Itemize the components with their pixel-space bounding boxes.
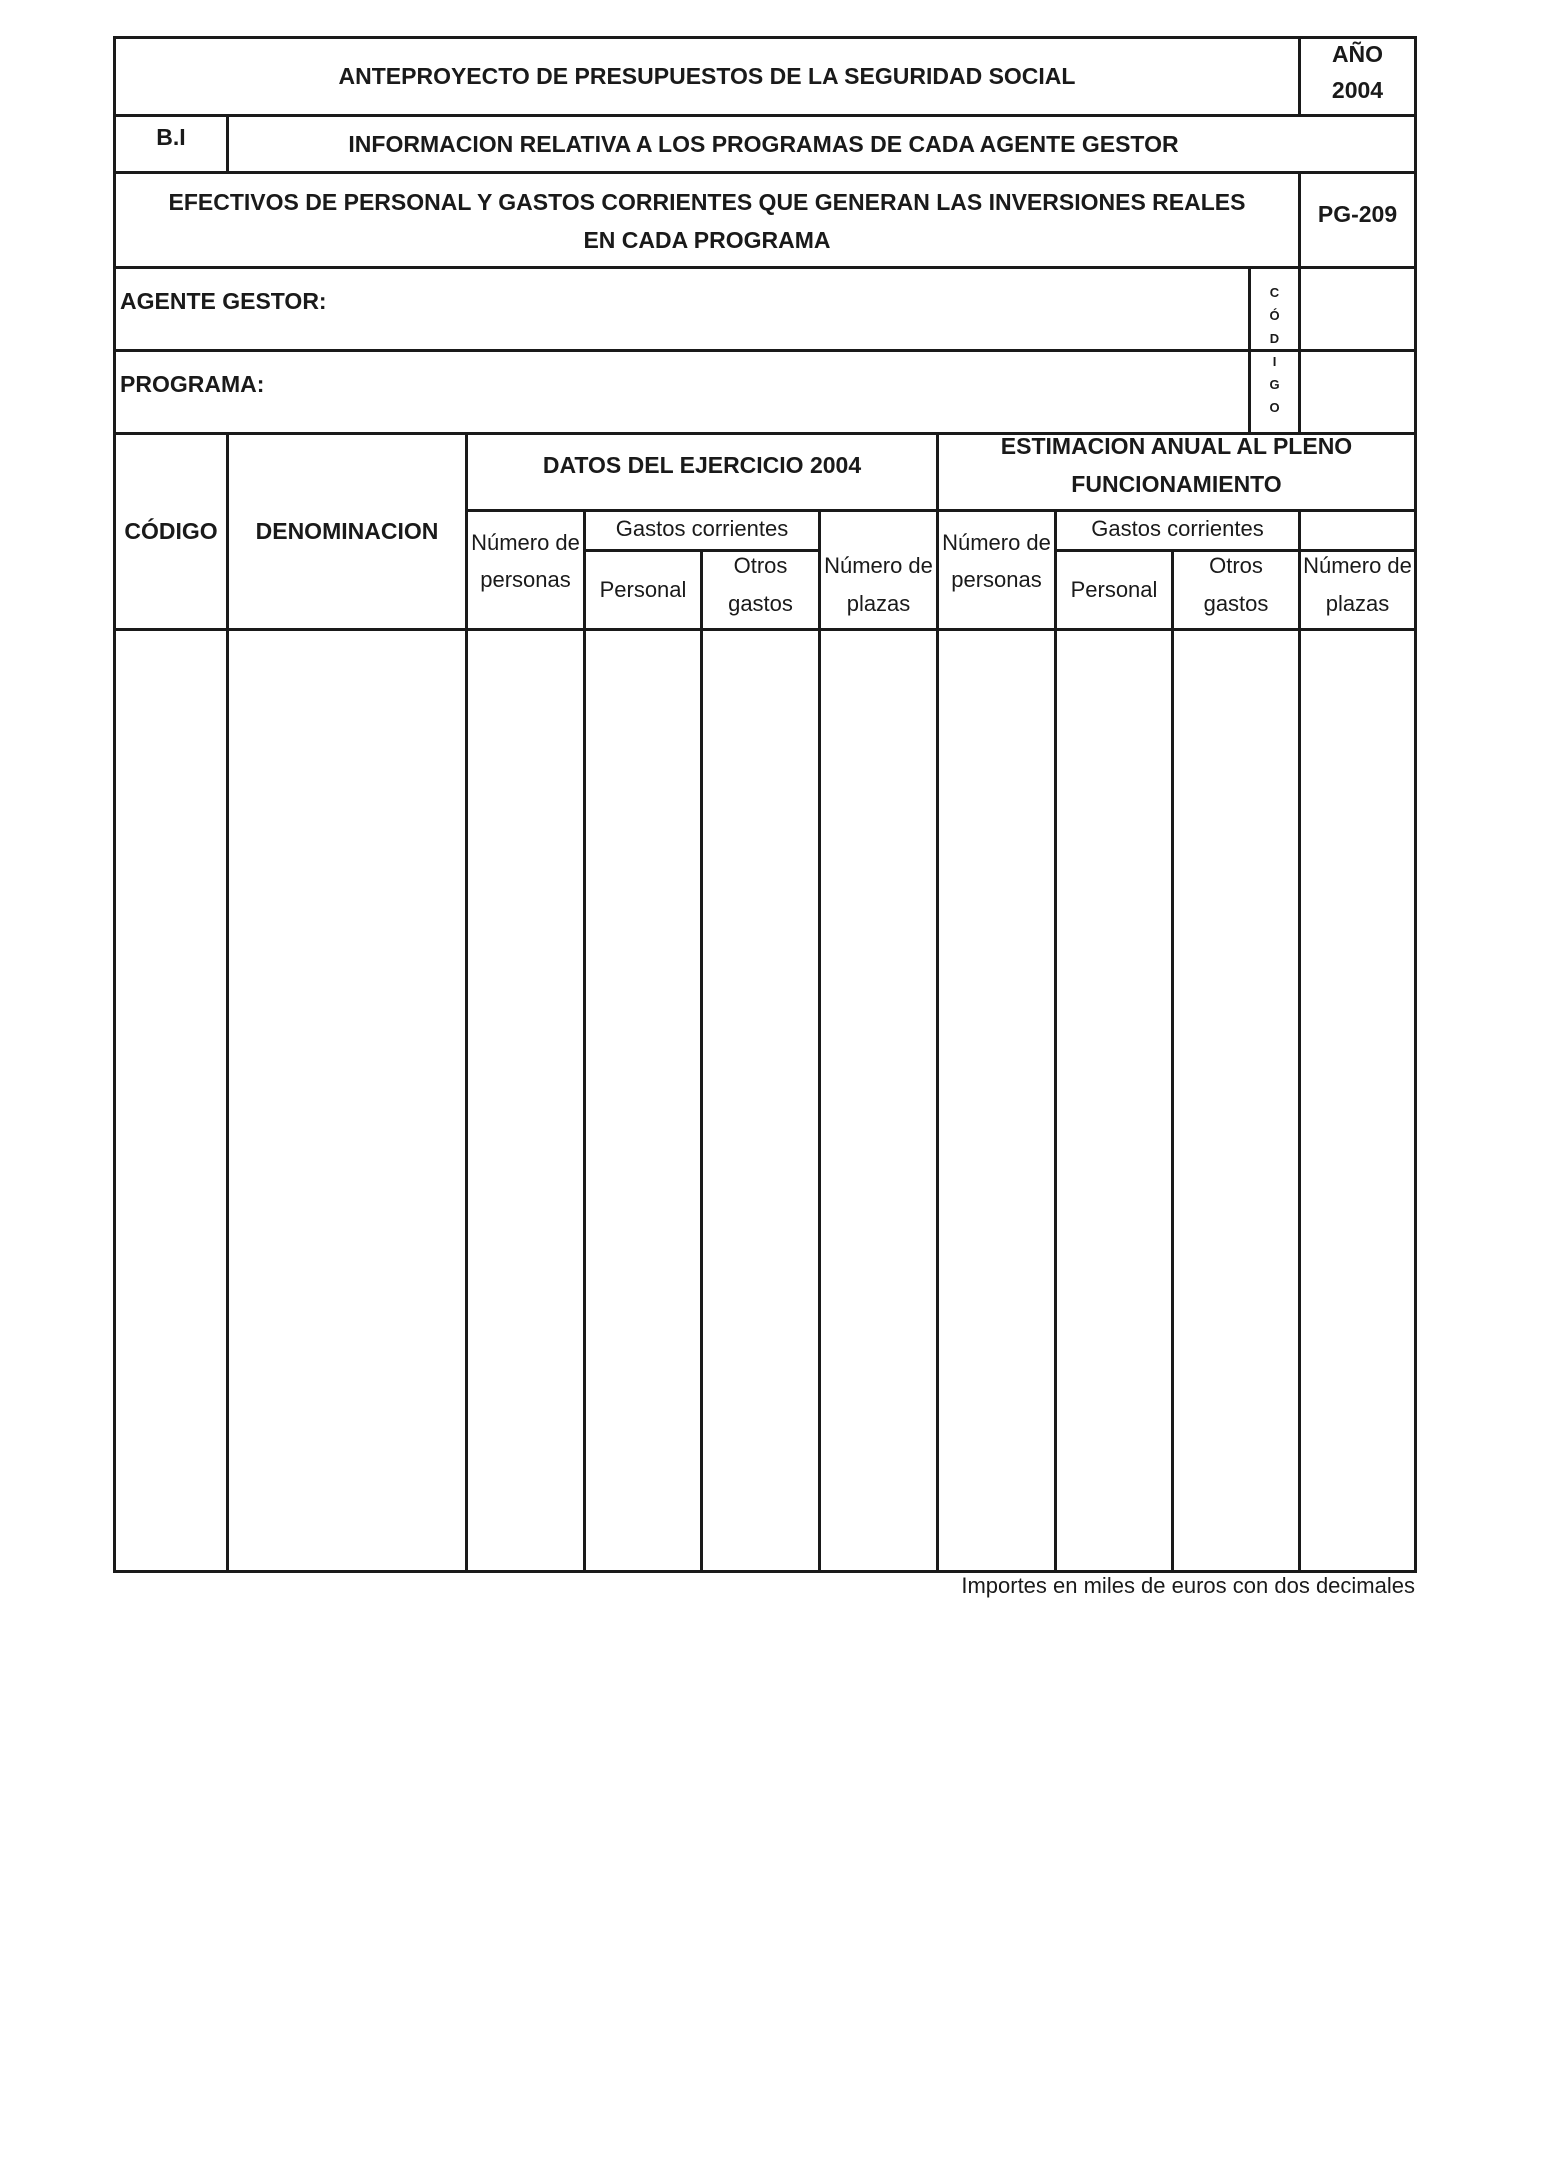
codigo-vertical-char: C (1269, 285, 1280, 300)
col-header-denominacion: DENOMINACION (255, 518, 439, 545)
sub-header-numero-de: Número de (1303, 553, 1412, 579)
sub-header-numero-de: Número de (471, 530, 580, 556)
sub-header-personal: Personal (599, 577, 687, 603)
page-title: ANTEPROYECTO DE PRESUPUESTOS DE LA SEGURIDAD SOCIAL (338, 63, 1076, 90)
programa-label: PROGRAMA: (120, 370, 265, 397)
year-label: AÑO (1331, 40, 1384, 67)
table-body[interactable] (116, 631, 1414, 1570)
codigo-vertical-char: Ó (1269, 308, 1280, 323)
sub-header-numero-de: Número de (824, 553, 933, 579)
codigo-vertical-char: G (1269, 377, 1280, 392)
agente-codigo-field[interactable] (1301, 269, 1414, 349)
sub-header-plazas: plazas (846, 591, 911, 617)
sub-header-otros: Otros (733, 553, 788, 579)
sub-header-gastos-corrientes: Gastos corrientes (1091, 516, 1264, 542)
form-code: PG-209 (1317, 200, 1398, 227)
sub-header-gastos-corrientes: Gastos corrientes (615, 516, 789, 542)
form-title-line2: EN CADA PROGRAMA (583, 226, 831, 253)
group-header-datos-ejercicio: DATOS DEL EJERCICIO 2004 (542, 451, 862, 478)
sub-header-plazas: plazas (1325, 591, 1390, 617)
sub-header-numero-de: Número de (942, 530, 1051, 556)
form-title-line1: EFECTIVOS DE PERSONAL Y GASTOS CORRIENTES QUE GENERAN LAS INVERSIONES REALES (168, 188, 1246, 215)
sub-header-personas: personas (480, 567, 571, 593)
sub-header-otros: Otros (1209, 553, 1263, 579)
programa-codigo-field[interactable] (1301, 352, 1414, 432)
year-value: 2004 (1331, 76, 1384, 103)
sub-header-gastos: gastos (1203, 591, 1269, 617)
col-header-codigo: CÓDIGO (124, 518, 218, 545)
sub-header-gastos: gastos (728, 591, 793, 617)
section-title: INFORMACION RELATIVA A LOS PROGRAMAS DE CADA AGENTE GESTOR (348, 130, 1179, 157)
group-header-estimacion-line2: FUNCIONAMIENTO (1071, 470, 1282, 497)
codigo-vertical-char: D (1269, 331, 1280, 346)
codigo-vertical-char: I (1272, 354, 1277, 369)
sub-header-personas: personas (951, 567, 1042, 593)
sub-header-personal: Personal (1070, 577, 1158, 603)
codigo-vertical-label (1251, 272, 1298, 428)
group-header-estimacion-line1: ESTIMACION ANUAL AL PLENO (1000, 432, 1353, 459)
footer-note: Importes en miles de euros con dos decimales (961, 1573, 1415, 1598)
section-code: B.I (156, 123, 186, 150)
codigo-vertical-char: O (1269, 400, 1280, 415)
agente-gestor-label: AGENTE GESTOR: (120, 287, 327, 314)
